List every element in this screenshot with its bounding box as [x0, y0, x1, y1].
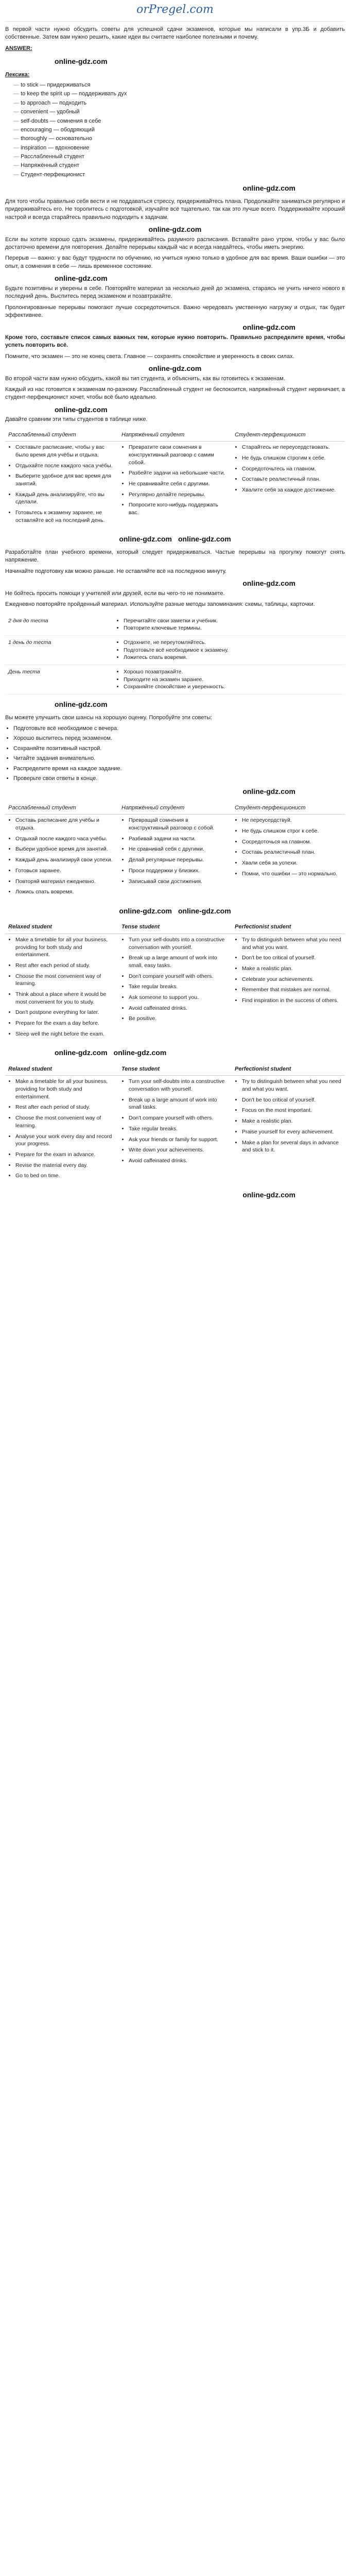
watermark-row — [5, 183, 345, 194]
watermark: online-gdz.com — [242, 579, 295, 588]
list-item: • Don't be too critical of yourself. — [242, 954, 342, 962]
list-item: • Try to distinguish between what you need and what you want. — [242, 936, 342, 951]
list-item: • Choose the most convenient way of learning. — [15, 973, 115, 988]
vocab-item: — encouraging — ободряющий — [13, 126, 345, 134]
comparison-table-ru-2 — [5, 802, 345, 901]
list-item: • Составь расписание для учёбы и отдыха. — [15, 817, 115, 832]
list-item: • Remember that mistakes are normal. — [242, 986, 342, 994]
list-item: • Ложитесь спать вовремя. — [124, 654, 342, 662]
list-item: • Make a realistic plan. — [242, 1117, 342, 1125]
column-header: Студент-перфекционист — [232, 429, 345, 442]
table-row — [5, 614, 345, 636]
paragraph: Кроме того, составьте список самых важных тем, которые нужно повторить. Правильно распределите время, чтобы успеть повторить всё. — [5, 334, 345, 349]
list-item: • Сохраняйте позитивный настрой. — [13, 745, 345, 753]
list-item: • Prepare for the exam a day before. — [15, 1020, 115, 1027]
table-cell — [118, 815, 232, 901]
list-item: • Turn your self-doubts into a constructive conversation with yourself. — [129, 936, 229, 951]
vocab-list — [13, 81, 345, 179]
paragraph: Разработайте план учебного времени, который следует придерживаться. Частые перерывы на прогулку помогут снять напряжение. — [5, 549, 345, 564]
watermark-row — [5, 906, 345, 917]
list-item: • Avoid caffeinated drinks. — [129, 1005, 229, 1012]
list-item: • Выберите удобное для вас время для занятий. — [15, 472, 115, 487]
list-item: • Avoid caffeinated drinks. — [129, 1157, 229, 1165]
watermark: online-gdz.com — [148, 364, 202, 373]
list-item: • Ask your friends or family for support. — [129, 1136, 229, 1144]
watermark: online-gdz.com — [55, 57, 108, 65]
watermark: online-gdz.com — [178, 535, 231, 544]
column-header: Расслабленный студент — [5, 802, 118, 815]
list-item: • Хвалите себя за каждое достижение. — [242, 486, 342, 494]
vocab-item: — convenient — удобный — [13, 108, 345, 116]
vocab-item: — Напряжённый студент — [13, 161, 345, 170]
vocab-item: — to stick — придерживаться — [13, 81, 345, 90]
list-item: • Make a plan for several days in advance and stick to it. — [242, 1139, 342, 1154]
paragraph: Будьте позитивны и уверены в себе. Повторяйте материал за несколько дней до экзамена, стараясь не учить ничего нового в последний день. Выспитесь перед экзаменом и позавтракайте. — [5, 285, 345, 300]
list-item: • Write down your achievements. — [129, 1146, 229, 1154]
list-item: • Find inspiration in the success of others. — [242, 997, 342, 1005]
list-item: • Не переусердствуй. — [242, 817, 342, 824]
watermark-row — [5, 787, 345, 797]
list-item: • Проверьте свои ответы в конце. — [13, 775, 345, 783]
table-cell — [118, 1076, 232, 1185]
table-cell — [113, 614, 345, 636]
paragraph: Каждый из нас готовится к экзаменам по-разному. Расслабленный студент не беспокоится, напряжённый студент нервничает, а студент-перфекционист хочет, чтобы всё было идеально. — [5, 386, 345, 401]
list-item: • Хорошо позавтракайте. — [124, 668, 342, 676]
list-item: • Choose the most convenient way of learning. — [15, 1114, 115, 1129]
list-item: • Проси поддержки у близких. — [129, 867, 229, 875]
paragraph: Для того чтобы правильно себя вести и не поддаваться стрессу, придерживайтесь плана. Продолжайте заниматься регулярно и придерживайтесь его. Не торопитесь с подготовкой, изучайте всё тщательно, так как это лучше всего. Поддерживайте хороший настрой и всегда старайтесь правильно подходить к задачам. — [5, 198, 345, 221]
list-item: • Go to bed on time. — [15, 1172, 115, 1180]
column-header: Relaxed student — [5, 1063, 118, 1076]
vocab-item: — inspiration — вдохновение — [13, 144, 345, 152]
list-item: • Think about a place where it would be most convenient for you to study. — [15, 991, 115, 1006]
paragraph: Перерыв — важно: у вас будут трудности по обучению, но учиться нужно только в удобное для вас время. Ваши ошибки — это опыт, а сомнения в себе — лишь временное состояние. — [5, 255, 345, 269]
table-cell — [232, 815, 345, 901]
paragraph: Не бойтесь просить помощи у учителей или друзей, если вы чего-то не понимаете. — [5, 590, 225, 597]
watermark-row — [5, 405, 345, 415]
list-item: • Хорошо выспитесь перед экзаменом. — [13, 735, 345, 742]
body-ru2-section — [5, 549, 345, 609]
vocab-item: — self-doubts — сомнения в себе — [13, 117, 345, 126]
list-item: • Не будь слишком строгим к себе. — [242, 454, 342, 462]
list-item: • Don't compare yourself with others. — [129, 973, 229, 980]
list-item: • Ask someone to support you. — [129, 994, 229, 1002]
watermark-row — [5, 579, 345, 589]
list-item: • Отдыхай после каждого часа учёбы. — [15, 835, 115, 843]
list-item: • Попросите кого-нибудь поддержать вас. — [129, 501, 229, 516]
watermark: online-gdz.com — [55, 700, 108, 709]
watermark: online-gdz.com — [148, 225, 202, 234]
watermark: online-gdz.com — [242, 323, 295, 332]
list-item: • Сохраняйте спокойствие и уверенность. — [124, 683, 342, 691]
watermark-row — [5, 57, 345, 67]
list-item: • Analyse your work every day and record your progress. — [15, 1133, 115, 1148]
list-item: • Разбейте задачи на небольшие части. — [129, 469, 229, 477]
watermark: online-gdz.com — [55, 405, 108, 414]
list-item: • Revise the material every day. — [15, 1162, 115, 1170]
watermark-row — [5, 364, 345, 374]
watermark-row — [5, 1048, 345, 1058]
list-item: • Старайтесь не переусердствовать. — [242, 444, 342, 451]
watermark: online-gdz.com — [113, 1048, 167, 1057]
list-item: • Читайте задания внимательно. — [13, 755, 345, 762]
list-item: • Приходите на экзамен заранее. — [124, 676, 342, 684]
comparison-table-en-2 — [5, 1063, 345, 1185]
watermark-row — [5, 700, 345, 710]
list-item: • Превратите свои сомнения в конструктивный разговор с самим собой. — [129, 444, 229, 466]
paragraph: Если вы хотите хорошо сдать экзамены, придерживайтесь разумного расписания. Вставайте рано утром, чтобы у вас было достаточно времени для повторения. Делайте перерывы каждый час и всегда наедайтесь, чтобы иметь энергию. — [5, 236, 345, 250]
intro-section — [5, 26, 345, 53]
table-cell — [5, 815, 118, 901]
table-cell — [5, 1076, 118, 1185]
day-label: 1 день до теста — [5, 635, 113, 665]
list-item: • Praise yourself for every achievement. — [242, 1128, 342, 1136]
list-item: • Turn your self-doubts into a constructive conversation with yourself. — [129, 1078, 229, 1093]
column-header: Расслабленный студент — [5, 429, 118, 442]
table-cell — [118, 442, 232, 530]
table-cell — [232, 934, 345, 1043]
list-item: • Составьте расписание, чтобы у вас было время для учёбы и отдыха. — [15, 444, 115, 459]
watermark: online-gdz.com — [242, 1190, 295, 1199]
list-item: • Сосредоточьтесь на главном. — [242, 465, 342, 473]
table-row — [5, 665, 345, 694]
list-item: • Превращай сомнения в конструктивный разговор с собой. — [129, 817, 229, 832]
list-item: • Don't compare yourself with others. — [129, 1114, 229, 1122]
list-item: • Повторите ключевые термины. — [124, 624, 342, 632]
vocab-item: — Расслабленный студент — [13, 152, 345, 161]
day-label: 2 дня до теста — [5, 614, 113, 636]
list-item: • Focus on the most important. — [242, 1107, 342, 1114]
list-item: • Be positive. — [129, 1015, 229, 1023]
column-header: Relaxed student — [5, 921, 118, 934]
vocab-item: — Студент-перфекционист — [13, 171, 345, 179]
list-item: • Подготовьте всё необходимое к экзамену. — [124, 647, 342, 654]
vocab-title: Лексика: — [5, 71, 30, 78]
table-row — [5, 1076, 345, 1185]
watermark: online-gdz.com — [55, 1048, 108, 1057]
watermark-row — [5, 274, 345, 284]
list-item: • Ложись спать вовремя. — [15, 888, 115, 896]
watermark: online-gdz.com — [119, 906, 172, 915]
list-item: • Отдохните, не переутомляйтесь. — [124, 639, 342, 647]
table-row — [5, 442, 345, 530]
list-item: • Перечитайте свои заметки и учебник. — [124, 617, 342, 625]
list-item: • Take regular breaks. — [129, 983, 229, 991]
body-ru-section — [5, 198, 345, 424]
column-header: Напряжённый студент — [118, 429, 232, 442]
list-item: • Make a timetable for all your business, providing for both study and entertainment. — [15, 936, 115, 959]
list-item: • Сосредоточься на главном. — [242, 838, 342, 846]
list-item: • Make a realistic plan. — [242, 965, 342, 973]
list-item: • Don't be too critical of yourself. — [242, 1096, 342, 1104]
column-header: Tense student — [118, 921, 232, 934]
list-item: • Не сравнивайте себя с другими. — [129, 480, 229, 488]
list-item: • Подготовьте всё необходимое с вечера. — [13, 725, 345, 733]
table-row — [5, 635, 345, 665]
paragraph: Вы можете улучшить свои шансы на хорошую оценку. Попробуйте эти советы: — [5, 714, 213, 721]
comparison-table-ru — [5, 429, 345, 530]
paragraph: Помните, что экзамен — это не конец света. Главное — сохранять спокойствие и уверенность в своих силах. — [5, 353, 294, 360]
body-ru3-section — [5, 714, 345, 783]
column-header: Напряжённый студент — [118, 802, 232, 815]
column-header: Perfectionist student — [232, 1063, 345, 1076]
list-item: • Break up a large amount of work into small, easy tasks. — [129, 954, 229, 969]
column-header: Tense student — [118, 1063, 232, 1076]
list-item: • Хвали себя за успехи. — [242, 859, 342, 867]
table-row — [5, 934, 345, 1043]
list-item: • Rest after each period of study. — [15, 962, 115, 970]
vocab-item: — to keep the spirit up — поддерживать дух — [13, 90, 345, 98]
column-header: Perfectionist student — [232, 921, 345, 934]
watermark-row — [5, 534, 345, 545]
list-item: • Rest after each period of study. — [15, 1104, 115, 1111]
list-item: • Регулярно делайте перерывы. — [129, 491, 229, 499]
table-cell — [113, 635, 345, 665]
table-cell — [232, 442, 345, 530]
list-item: • Try to distinguish between what you need and what you want. — [242, 1078, 342, 1093]
paragraph: Ежедневно повторяйте пройденный материал. Используйте разные методы запоминания: схемы, таблицы, карточки. — [5, 601, 315, 608]
paragraph: Пролонгированные перерывы помогают лучше сосредоточиться. Важно чередовать умственную нагрузку и отдых, так будет эффективнее. — [5, 304, 345, 318]
day-label: День теста — [5, 665, 113, 694]
paragraph: Начинайте подготовку как можно раньше. Не оставляйте всё на последнюю минуту. — [5, 568, 227, 574]
watermark-row — [5, 225, 345, 235]
watermark-row — [5, 323, 345, 333]
list-item: • Готовься заранее. — [15, 867, 115, 875]
table-cell — [5, 934, 118, 1043]
comparison-table-en-1 — [5, 921, 345, 1043]
list-item: • Записывай свои достижения. — [129, 878, 229, 886]
list-item: • Celebrate your achievements. — [242, 976, 342, 984]
table-cell — [113, 665, 345, 694]
watermark: online-gdz.com — [242, 787, 295, 796]
list-item: • Sleep well the night before the exam. — [15, 1030, 115, 1038]
list-item: • Take regular breaks. — [129, 1125, 229, 1133]
paragraph: Давайте сравним эти типы студентов в таблице ниже. — [5, 416, 148, 423]
list-item: • Распределите время на каждое задание. — [13, 765, 345, 773]
list-item: • Разбивай задачи на части. — [129, 835, 229, 843]
list-item: • Каждый день анализируйте, что вы сделали. — [15, 491, 115, 506]
table-row — [5, 815, 345, 901]
list-item: • Помни, что ошибки — это нормально. — [242, 870, 342, 878]
paragraph: Во второй части вам нужно обсудить, какой вы тип студента, и объяснить, как вы готовитесь к экзаменам. — [5, 375, 285, 382]
intro-paragraph: В первой части нужно обсудить советы для успешной сдачи экзаменов, которые мы написали в упр.3Б и добавить собственные. Затем вам нужно решить, какие идеи вы считаете наиболее полезными и почему. — [5, 26, 345, 41]
list-item: • Make a timetable for all your business, providing for both study and entertainment. — [15, 1078, 115, 1100]
list-item: • Составьте реалистичный план. — [242, 476, 342, 483]
vocab-item: — thoroughly — основательно — [13, 134, 345, 143]
list-item: • Don't postpone everything for later. — [15, 1009, 115, 1016]
list-item: • Отдыхайте после каждого часа учёбы. — [15, 462, 115, 470]
column-header: Студент-перфекционист — [232, 802, 345, 815]
list-item: • Выбери удобное время для занятий. — [15, 845, 115, 853]
vocab-item: — to approach — подходить — [13, 99, 345, 108]
watermark: online-gdz.com — [178, 906, 231, 915]
list-item: • Составь реалистичный план. — [242, 849, 342, 856]
list-item: • Каждый день анализируй свои успехи. — [15, 856, 115, 864]
list-item: • Не сравнивай себя с другими. — [129, 845, 229, 853]
answer-label: ANSWER: — [5, 45, 32, 52]
list-item: • Повторяй материал ежедневно. — [15, 878, 115, 886]
table-cell — [5, 442, 118, 530]
days-table — [5, 614, 345, 695]
watermark-row — [5, 1190, 345, 1200]
list-item: • Делай регулярные перерывы. — [129, 856, 229, 864]
watermark: online-gdz.com — [55, 274, 108, 283]
table-cell — [118, 934, 232, 1043]
list-item: • Не будь слишком строг к себе. — [242, 827, 342, 835]
watermark: online-gdz.com — [242, 184, 295, 193]
list-item: • Готовьтесь к экзамену заранее, не оставляйте всё на последний день. — [15, 509, 115, 524]
table-cell — [232, 1076, 345, 1185]
site-logo[interactable]: orPregel.com — [5, 0, 345, 22]
list-item: • Prepare for the exam in advance. — [15, 1151, 115, 1159]
tips-list — [13, 725, 345, 783]
watermark: online-gdz.com — [119, 535, 172, 544]
list-item: • Break up a large amount of work into small tasks. — [129, 1096, 229, 1111]
